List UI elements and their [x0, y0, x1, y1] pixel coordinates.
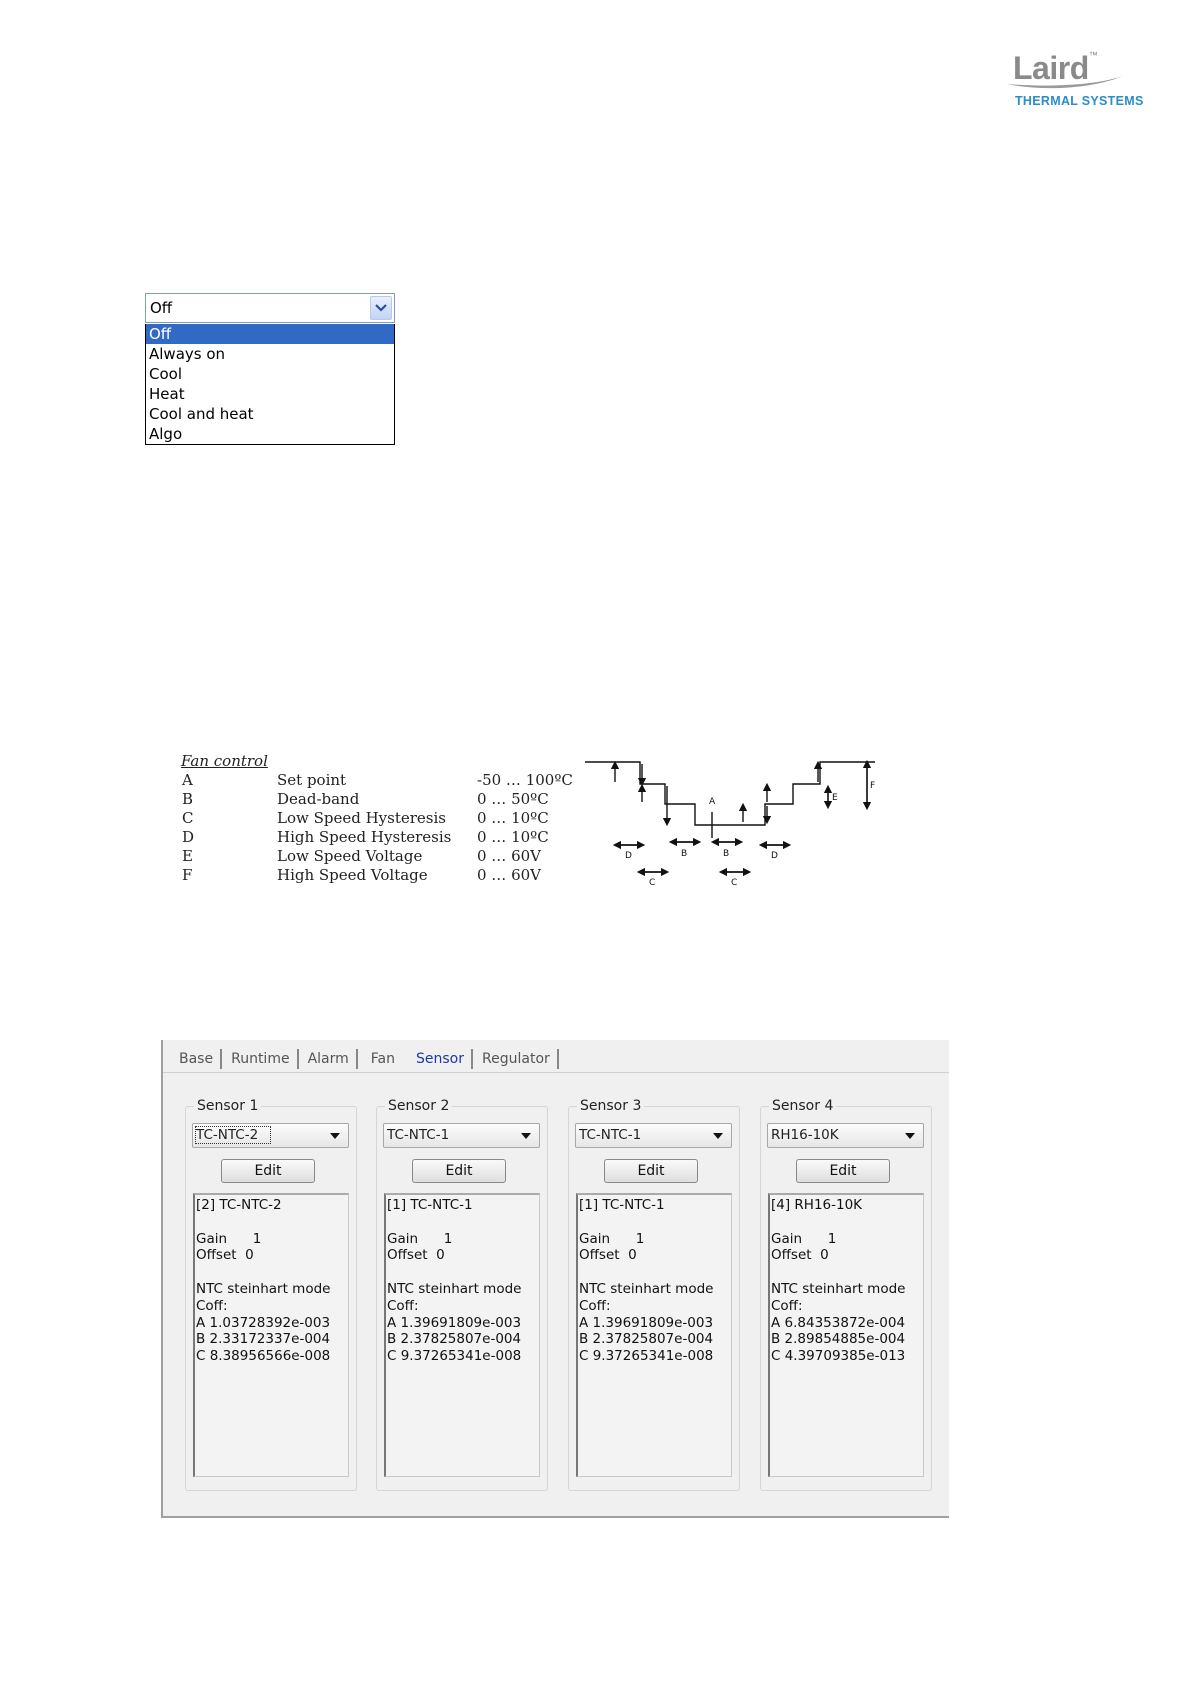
chevron-down-icon	[375, 303, 387, 313]
tab-fan[interactable]: Fan	[370, 1051, 396, 1067]
logo-subtitle: THERMAL SYSTEMS	[1015, 94, 1144, 108]
info-line: Gain 1	[579, 1230, 645, 1247]
info-line: C 4.39709385e-013	[771, 1348, 906, 1365]
label-d: D	[625, 851, 632, 861]
fan-control-title: Fan control	[181, 752, 268, 770]
edit-button[interactable]: Edit	[221, 1159, 315, 1183]
param-key: E	[182, 847, 193, 865]
param-key: F	[182, 866, 193, 884]
mode-select[interactable]	[145, 293, 395, 323]
edit-button[interactable]: Edit	[604, 1159, 698, 1183]
param-key: B	[182, 790, 194, 808]
tab-alarm[interactable]: Alarm	[302, 1049, 358, 1069]
label-c: C	[731, 878, 738, 888]
info-line: A 1.39691809e-003	[387, 1314, 522, 1331]
mode-option-always-on[interactable]: Always on	[149, 345, 226, 363]
info-line: A 1.03728392e-003	[196, 1314, 331, 1331]
label-b: B	[723, 849, 730, 859]
tab-bar	[173, 1045, 562, 1069]
sensor-type-select[interactable]	[575, 1123, 732, 1148]
edit-button[interactable]: Edit	[412, 1159, 506, 1183]
info-line: B 2.89854885e-004	[771, 1331, 906, 1348]
sensor-type-value: TC-NTC-1	[579, 1127, 642, 1143]
label-e: E	[832, 793, 838, 803]
mode-selected-value: Off	[150, 299, 173, 317]
sensor-settings-dialog	[161, 1040, 949, 1518]
param-name: Low Speed Voltage	[277, 847, 423, 865]
sensor-2-group	[376, 1098, 548, 1491]
param-range: -50 … 100ºC	[477, 771, 573, 789]
tab-sensor[interactable]: Sensor	[410, 1049, 473, 1069]
param-name: High Speed Hysteresis	[277, 828, 452, 846]
fan-control-figure	[180, 752, 900, 902]
info-line: Gain 1	[196, 1230, 262, 1247]
label-b: B	[681, 849, 688, 859]
param-key: C	[182, 809, 194, 827]
sensor-3-group	[568, 1098, 740, 1491]
param-name: High Speed Voltage	[277, 866, 428, 884]
info-line: Coff:	[387, 1297, 419, 1314]
param-name: Low Speed Hysteresis	[277, 809, 446, 827]
sensor-type-value: TC-NTC-1	[387, 1127, 450, 1143]
tab-runtime[interactable]: Runtime	[225, 1049, 298, 1069]
info-line: Offset 0	[387, 1247, 445, 1264]
tab-regulator[interactable]: Regulator	[476, 1049, 559, 1069]
mode-option-cool-and-heat[interactable]: Cool and heat	[149, 405, 254, 423]
laird-logo	[1005, 50, 1155, 112]
info-line	[771, 1264, 923, 1281]
sensor-type-select[interactable]	[192, 1123, 349, 1148]
sensor-info-box	[193, 1193, 349, 1477]
info-line: Offset 0	[196, 1247, 254, 1264]
logo-wordmark: Laird™	[1013, 50, 1098, 86]
sensor-label: Sensor 2	[385, 1098, 452, 1114]
info-line: B 2.33172337e-004	[196, 1331, 331, 1348]
tab-base[interactable]: Base	[173, 1049, 222, 1069]
mode-option-cool[interactable]: Cool	[149, 365, 182, 383]
info-line: B 2.37825807e-004	[579, 1331, 714, 1348]
info-line: Offset 0	[771, 1247, 829, 1264]
sensor-label: Sensor 1	[194, 1098, 261, 1114]
info-line: Coff:	[771, 1297, 803, 1314]
sensor-label: Sensor 4	[769, 1098, 836, 1114]
sensor-type-value: RH16-10K	[771, 1127, 839, 1143]
sensor-label: Sensor 3	[577, 1098, 644, 1114]
info-line	[771, 1214, 923, 1231]
fan-param-row	[182, 828, 602, 847]
fan-param-row	[182, 809, 602, 828]
label-f: F	[870, 781, 876, 791]
info-line: Gain 1	[387, 1230, 453, 1247]
dropdown-arrow-icon	[330, 1133, 340, 1139]
param-range: 0 … 10ºC	[477, 809, 549, 827]
label-a: A	[709, 797, 716, 807]
param-range: 0 … 60V	[477, 866, 541, 884]
fan-param-row	[182, 790, 602, 809]
info-line: Coff:	[196, 1297, 228, 1314]
sensor-type-select[interactable]	[383, 1123, 540, 1148]
sensor-type-value: TC-NTC-2	[196, 1127, 270, 1143]
info-line: [2] TC-NTC-2	[196, 1197, 282, 1213]
sensor-info-box	[768, 1193, 924, 1477]
info-line: C 8.38956566e-008	[196, 1348, 331, 1365]
info-line: A 6.84353872e-004	[771, 1314, 906, 1331]
info-line: Gain 1	[771, 1230, 837, 1247]
param-name: Set point	[277, 771, 347, 789]
mode-dropdown[interactable]	[145, 293, 395, 445]
info-line: Offset 0	[579, 1247, 637, 1264]
label-c: C	[649, 878, 656, 888]
info-line	[387, 1214, 539, 1231]
tab-divider	[163, 1072, 949, 1073]
param-range: 0 … 50ºC	[477, 790, 549, 808]
mode-option-algo[interactable]: Algo	[149, 425, 183, 443]
param-name: Dead-band	[277, 790, 360, 808]
sensor-info-box	[576, 1193, 732, 1477]
info-line: NTC steinhart mode	[579, 1280, 714, 1297]
param-range: 0 … 60V	[477, 847, 541, 865]
fan-param-row	[182, 847, 602, 866]
info-line: NTC steinhart mode	[196, 1280, 331, 1297]
info-line: C 9.37265341e-008	[387, 1348, 522, 1365]
mode-option-heat[interactable]: Heat	[149, 385, 185, 403]
info-line: A 1.39691809e-003	[579, 1314, 714, 1331]
sensor-info-box	[384, 1193, 540, 1477]
fan-param-row	[182, 771, 602, 790]
info-line	[196, 1264, 348, 1281]
param-range: 0 … 10ºC	[477, 828, 549, 846]
fan-hysteresis-diagram	[585, 752, 895, 902]
info-line: C 9.37265341e-008	[579, 1348, 714, 1365]
info-line: Coff:	[579, 1297, 611, 1314]
param-key: A	[182, 771, 193, 789]
sensor-4-group	[760, 1098, 932, 1491]
mode-options-list	[145, 324, 395, 445]
edit-button[interactable]: Edit	[796, 1159, 890, 1183]
sensor-type-select[interactable]	[767, 1123, 924, 1148]
info-line: NTC steinhart mode	[771, 1280, 906, 1297]
info-line	[387, 1264, 539, 1281]
info-line	[579, 1214, 731, 1231]
dropdown-arrow-icon	[905, 1133, 915, 1139]
label-d: D	[771, 851, 778, 861]
info-line: [1] TC-NTC-1	[387, 1197, 473, 1213]
info-line: B 2.37825807e-004	[387, 1331, 522, 1348]
dropdown-button[interactable]	[370, 296, 392, 320]
info-line	[196, 1214, 348, 1231]
info-line	[579, 1264, 731, 1281]
mode-option-off[interactable]: Off	[146, 324, 394, 344]
sensor-1-group	[185, 1098, 357, 1491]
dropdown-arrow-icon	[521, 1133, 531, 1139]
fan-param-row	[182, 866, 602, 885]
info-line: [1] TC-NTC-1	[579, 1197, 665, 1213]
info-line: [4] RH16-10K	[771, 1197, 863, 1213]
dropdown-arrow-icon	[713, 1133, 723, 1139]
param-key: D	[182, 828, 195, 846]
info-line: NTC steinhart mode	[387, 1280, 522, 1297]
